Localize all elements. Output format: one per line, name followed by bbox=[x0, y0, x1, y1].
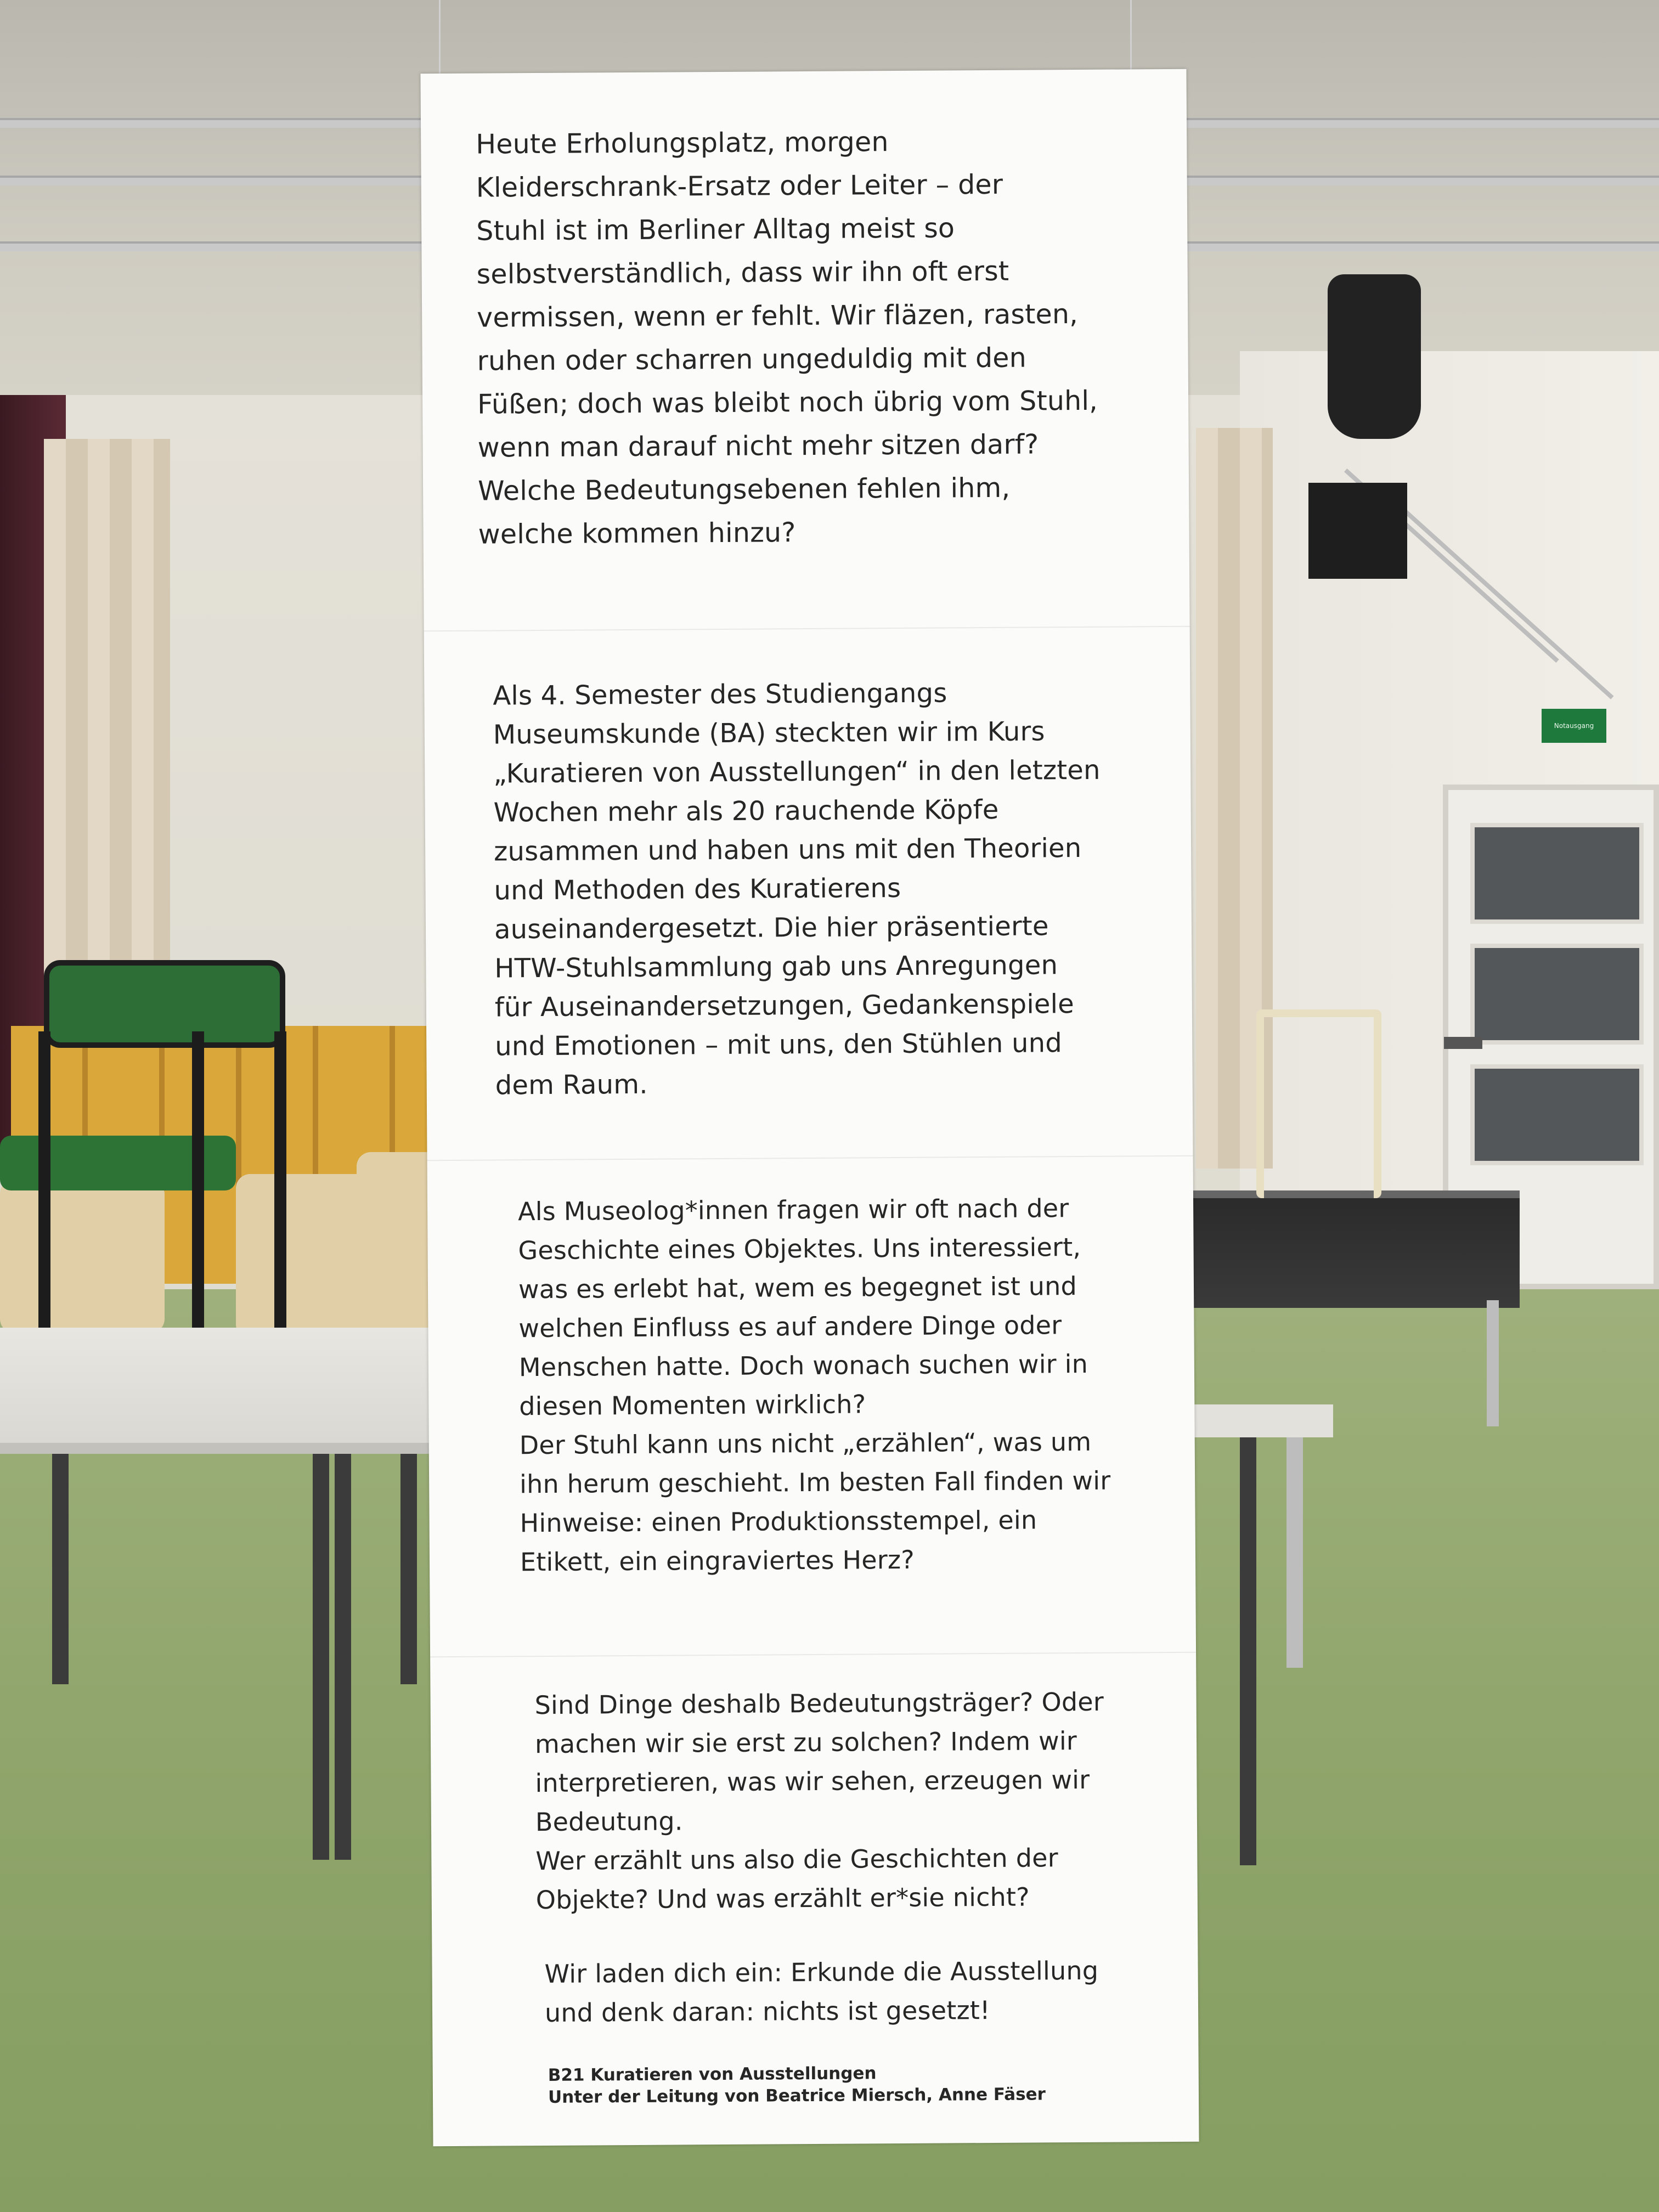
hanging-text-banner bbox=[420, 69, 1199, 2146]
table-leg bbox=[313, 1454, 329, 1860]
table-leg bbox=[52, 1454, 69, 1684]
beige-cushion bbox=[0, 1180, 165, 1333]
table-leg bbox=[400, 1454, 417, 1684]
intro-paragraph: Heute Erholungsplatz, morgen Kleiderschrank-Ersatz oder Leiter – der Stuhl ist im Berliner Alltag meist so selbstverständlich, dass wir ihn oft erst vermissen, wenn er fehlt. Wir fläzen, rasten, ruhen oder scharren ungeduldig mit den Füßen; doch was bleibt noch übrig vom Stuhl, wenn man darauf nicht mehr sitzen darf? Welche Bedeutungsebenen fehlen ihm, welche kommen hinzu? bbox=[476, 126, 1098, 550]
exit-sign: Notausgang bbox=[1542, 709, 1606, 743]
paper-fold bbox=[427, 1155, 1193, 1161]
course-paragraph: Als 4. Semester des Studiengangs Museumskunde (BA) steckten wir im Kurs „Kuratieren von Ausstellungen“ in den letzten Wochen mehr als 20 rauchende Köpfe zusammen und haben uns mit den Theorien und Methoden des Kuratierens auseinandergesetzt. Die hier präsentierte HTW-Stuhlsammlung gab uns Anregungen für Auseinandersetzungen, Gedankenspiele und Emotionen – mit uns, den Stühlen und dem Raum. bbox=[493, 678, 1101, 1101]
white-table bbox=[0, 1328, 494, 1454]
green-chair-backrest bbox=[44, 960, 285, 1048]
stage-leg bbox=[1487, 1300, 1499, 1426]
chair-leg bbox=[274, 1031, 286, 1339]
hanging-string bbox=[1130, 0, 1132, 77]
paper-fold bbox=[424, 626, 1190, 632]
door-window bbox=[1470, 1064, 1644, 1165]
door-handle bbox=[1444, 1037, 1482, 1049]
wooden-chair bbox=[1256, 1009, 1381, 1198]
wall-speaker bbox=[1308, 483, 1407, 579]
meaning-paragraph: Sind Dinge deshalb Bedeutungsträger? Oder machen wir sie erst zu solchen? Indem wir interpretieren, was wir sehen, erzeugen wir Bedeutung. Wer erzählt uns also die Geschichten der Objekte? Und was erzählt er*sie nicht? bbox=[534, 1686, 1104, 1915]
black-stage-platform bbox=[1190, 1190, 1520, 1308]
door-window bbox=[1470, 823, 1644, 924]
table-leg bbox=[335, 1454, 351, 1860]
stage-spotlight bbox=[1328, 274, 1421, 439]
invitation-paragraph: Wir laden dich ein: Erkunde die Ausstellung und denk daran: nichts ist gesetzt! bbox=[544, 1955, 1099, 2028]
chair-leg bbox=[38, 1031, 50, 1339]
table-leg bbox=[1240, 1437, 1256, 1865]
course-credits: B21 Kuratieren von Ausstellungen Unter der Leitung von Beatrice Miersch, Anne Fäser bbox=[548, 2063, 1046, 2107]
paper-fold bbox=[430, 1652, 1196, 1658]
white-table-right bbox=[1180, 1404, 1333, 1437]
hanging-string bbox=[439, 0, 441, 77]
door-window bbox=[1470, 944, 1644, 1045]
museology-paragraph: Als Museolog*innen fragen wir oft nach der Geschichte eines Objektes. Uns interessiert, was es erlebt hat, wem es begegnet ist und welchen Einfluss es auf andere Dinge oder Menschen hatte. Doch wonach suchen wir in diesen Momenten wirklich? Der Stuhl kann uns nicht „erzählen“, was um ihn herum geschieht. Im besten Fall finden wir Hinweise: einen Produktionsstempel, ein Etikett, ein eingraviertes Herz? bbox=[517, 1193, 1111, 1577]
table-leg bbox=[1286, 1437, 1303, 1668]
